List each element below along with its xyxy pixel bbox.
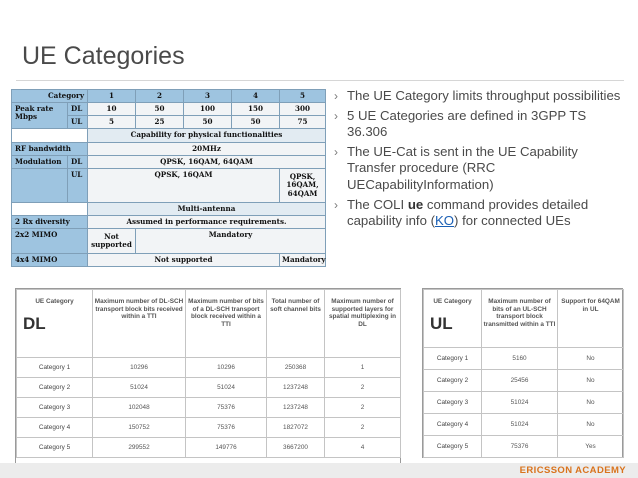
table-row <box>424 392 624 414</box>
table-cell: 51024 <box>93 378 186 398</box>
ul-header-cell: Maximum number of bits of an UL-SCH transport block transmitted within a TTI <box>482 290 558 348</box>
ul-table-grid <box>423 289 624 458</box>
bullet-item <box>334 144 624 194</box>
rf-bandwidth-label: RF bandwidth <box>12 143 88 156</box>
ul-header-text: UE Category <box>433 298 472 305</box>
ul-category-table <box>422 288 623 458</box>
modulation-ul-cat5-value: QPSK, 16QAM, 64QAM <box>280 169 326 203</box>
table-cell: Category 5 <box>424 436 482 458</box>
dl-header-cell: Maximum number of supported layers for spatial multiplexing in DL <box>325 290 401 358</box>
table-row <box>17 358 401 378</box>
mimo-2x2-label: 2x2 MIMO <box>12 229 88 254</box>
bullet-item <box>334 108 624 141</box>
peak-rate-ul-value: 50 <box>232 116 280 129</box>
table-row <box>17 438 401 458</box>
table-cell: 299552 <box>93 438 186 458</box>
peak-rate-ul-value: 75 <box>280 116 326 129</box>
chevron-right-icon: › <box>334 144 338 159</box>
table-cell: 51024 <box>186 378 267 398</box>
table-cell: 75376 <box>186 398 267 418</box>
table-cell: 149776 <box>186 438 267 458</box>
dl-header-text: UE Category <box>35 298 74 305</box>
chevron-right-icon: › <box>334 89 338 103</box>
table-cell: 25456 <box>482 370 558 392</box>
rf-bandwidth-value: 20MHz <box>88 143 326 156</box>
mimo-2x2-cat1-value: Not supported <box>88 229 136 254</box>
peak-rate-dl-value: 150 <box>232 103 280 116</box>
table-cell: No <box>558 414 624 436</box>
mimo-2x2-others-value: Mandatory <box>136 229 326 254</box>
bullet-text-pre: The COLI <box>347 196 408 212</box>
table-cell: 1 <box>325 358 401 378</box>
table-row <box>424 436 624 458</box>
table-cell: No <box>558 348 624 370</box>
table-cell: 2 <box>325 418 401 438</box>
table-cell: Category 4 <box>424 414 482 436</box>
bullet-text-post: ) for connected UEs <box>454 213 571 229</box>
ul-header-cell <box>424 290 482 348</box>
table-cell: 75376 <box>482 436 558 458</box>
bullet-text-mid: command provides detailed capability info ( <box>347 196 589 229</box>
table-cell: 3667200 <box>267 438 325 458</box>
mimo-4x4-cat1-4-value: Not supported <box>88 254 280 267</box>
category-col: 1 <box>88 90 136 103</box>
modulation-ul-value: QPSK, 16QAM <box>88 169 280 203</box>
table-cell: 150752 <box>93 418 186 438</box>
ue-command-text: ue <box>407 196 424 212</box>
mimo-4x4-label: 4x4 MIMO <box>12 254 88 267</box>
category-header: Category <box>12 90 88 103</box>
dl-header-cell <box>17 290 93 358</box>
mimo-4x4-cat5-value: Mandatory <box>280 254 326 267</box>
bullet-text: 5 UE Categories are defined in 3GPP TS 36.306 <box>347 107 587 140</box>
table-cell: Category 3 <box>424 392 482 414</box>
peak-rate-ul-value: 5 <box>88 116 136 129</box>
ericsson-academy-logo: ERICSSON ACADEMY <box>519 465 626 476</box>
table-cell: Category 4 <box>17 418 93 438</box>
table-cell: Category 1 <box>424 348 482 370</box>
dl-header-cell: Maximum number of bits of a DL-SCH transport block received within a TTI <box>186 290 267 358</box>
dl-label: DL <box>68 103 88 116</box>
ul-label: UL <box>68 116 88 129</box>
peak-rate-dl-value: 300 <box>280 103 326 116</box>
ul-big-label: UL <box>430 314 453 333</box>
modulation-label: Modulation <box>12 156 68 169</box>
table-cell: 102048 <box>93 398 186 418</box>
table-cell: 250368 <box>267 358 325 378</box>
bullet-list <box>334 88 624 233</box>
dl-header-cell: Maximum number of DL-SCH transport block bits received within a TTI <box>93 290 186 358</box>
bullet-item <box>334 197 624 230</box>
ul-header-cell: Support for 64QAM in UL <box>558 290 624 348</box>
table-cell: 1237248 <box>267 398 325 418</box>
table-row <box>17 398 401 418</box>
category-col: 3 <box>184 90 232 103</box>
category-col: 2 <box>136 90 184 103</box>
table-cell: No <box>558 370 624 392</box>
table-cell: Category 2 <box>17 378 93 398</box>
table-cell: 2 <box>325 398 401 418</box>
bullet-text: The UE-Cat is sent in the UE Capability Transfer procedure (RRC UECapabilityInformation) <box>347 143 578 192</box>
rx-diversity-value: Assumed in performance requirements. <box>88 216 326 229</box>
modulation-dl-value: QPSK, 16QAM, 64QAM <box>88 156 326 169</box>
table-row <box>17 378 401 398</box>
peak-rate-ul-value: 25 <box>136 116 184 129</box>
ue-capability-table <box>11 89 326 267</box>
category-col: 4 <box>232 90 280 103</box>
dl-big-label: DL <box>23 314 46 333</box>
table-row <box>424 370 624 392</box>
table-cell: 51024 <box>482 392 558 414</box>
table-cell: 1827072 <box>267 418 325 438</box>
table-row <box>424 348 624 370</box>
section-header: Capability for physical functionalities <box>88 129 326 143</box>
table-cell: 5160 <box>482 348 558 370</box>
table-row <box>424 414 624 436</box>
chevron-right-icon: › <box>334 197 338 212</box>
table-cell: 1237248 <box>267 378 325 398</box>
table-cell: Yes <box>558 436 624 458</box>
table-cell: Category 1 <box>17 358 93 378</box>
table-row <box>17 418 401 438</box>
slide-title: UE Categories <box>22 42 185 70</box>
bullet-text: The UE Category limits throughput possibilities <box>347 88 621 103</box>
peak-rate-label: Peak rate Mbps <box>12 103 68 129</box>
dl-table-grid <box>16 289 401 458</box>
table-cell: 10296 <box>93 358 186 378</box>
table-cell: 4 <box>325 438 401 458</box>
table-cell: 51024 <box>482 414 558 436</box>
table-cell: Category 3 <box>17 398 93 418</box>
ko-link[interactable]: KO <box>434 213 455 229</box>
peak-rate-dl-value: 10 <box>88 103 136 116</box>
peak-rate-dl-value: 50 <box>136 103 184 116</box>
peak-rate-dl-value: 100 <box>184 103 232 116</box>
rx-diversity-label: 2 Rx diversity <box>12 216 88 229</box>
table-cell: No <box>558 392 624 414</box>
table-cell: 75376 <box>186 418 267 438</box>
table-cell: 10296 <box>186 358 267 378</box>
title-divider <box>16 80 624 81</box>
ul-label: UL <box>68 169 88 203</box>
dl-label: DL <box>68 156 88 169</box>
chevron-right-icon: › <box>334 108 338 123</box>
bullet-item <box>334 88 624 105</box>
table-cell: Category 5 <box>17 438 93 458</box>
dl-category-table <box>15 288 401 464</box>
multi-antenna-header: Multi-antenna <box>88 203 326 216</box>
category-col: 5 <box>280 90 326 103</box>
dl-header-cell: Total number of soft channel bits <box>267 290 325 358</box>
peak-rate-ul-value: 50 <box>184 116 232 129</box>
table-cell: Category 2 <box>424 370 482 392</box>
table-cell: 2 <box>325 378 401 398</box>
